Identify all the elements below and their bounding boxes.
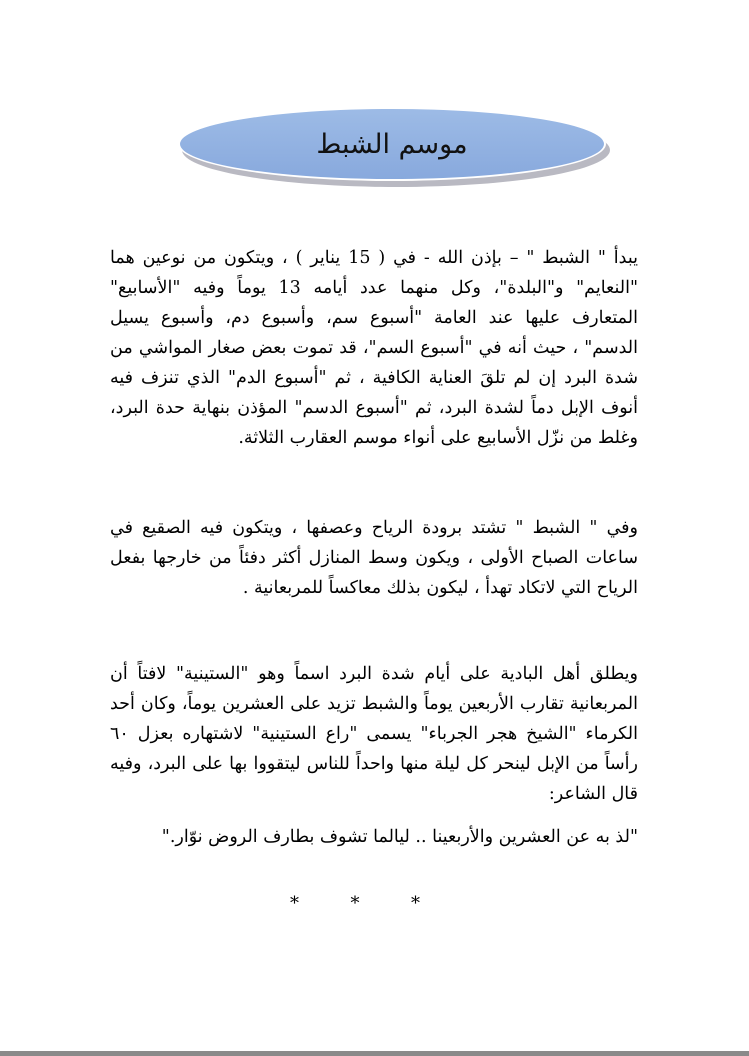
paragraph-2: وفي " الشبط " تشتد برودة الرياح وعصفها ، ويتكون فيه الصقيع في ساعات الصباح الأولى ، ويكون وسط المنازل أكثر دفئاً من خارجها بفعل الرياح التي لاتكاد تهدأ ، ليكون بذلك معاكساً للمربعانية . (110, 518, 638, 598)
page-bottom-bar (0, 1051, 749, 1056)
paragraph-3: ويطلق أهل البادية على أيام شدة البرد اسماً وهو "الستينية" لافتاً أن المربعانية تقارب الأربعين يوماً والشبط تزيد على العشرين يوماً، وكان أحد الكرماء "الشيخ هجر الجرباء" يسمى "راع الستينية" لاشتهاره بعزل ٦٠ رأساً من الإبل لينحر كل ليلة منها واحداً للناس ليتقووا بها على البرد، وفيه قال الشاعر: (110, 664, 638, 804)
poem-verse: "لذ به عن العشرين والأربعينا .. ليالما تشوف بطارف الروض نوّار." (161, 827, 638, 847)
title-banner (178, 107, 610, 187)
star-2: * (350, 893, 360, 914)
star-3: * (411, 893, 420, 914)
page-title: موسم الشبط (316, 128, 468, 160)
section-divider-stars (290, 892, 420, 916)
paragraph-1: يبدأ " الشبط " – بإذن الله - في ( 15 يناير ) ، ويتكون من نوعين هما "النعايم" و"البلدة"، وكل منهما عدد أيامه 13 يوماً وفيه "الأسابيع" المتعارف عليها عند العامة "أسبوع سم، وأسبوع دم، وأسبوع يسيل الدسم" ، حيث أنه في "أسبوع السم"، قد تموت بعض صغار المواشي من شدة البرد إن لم تلقَ العناية الكافية ، ثم "أسبوع الدم" الذي تنزف فيه أنوف الإبل دماً لشدة البرد، ثم "أسبوع الدسم" المؤذن بنهاية حدة البرد، وغلط من نزّل الأسابيع على أنواء موسم العقارب الثلاثة. (110, 248, 638, 448)
star-1: * (290, 893, 299, 914)
title-oval (178, 107, 606, 181)
